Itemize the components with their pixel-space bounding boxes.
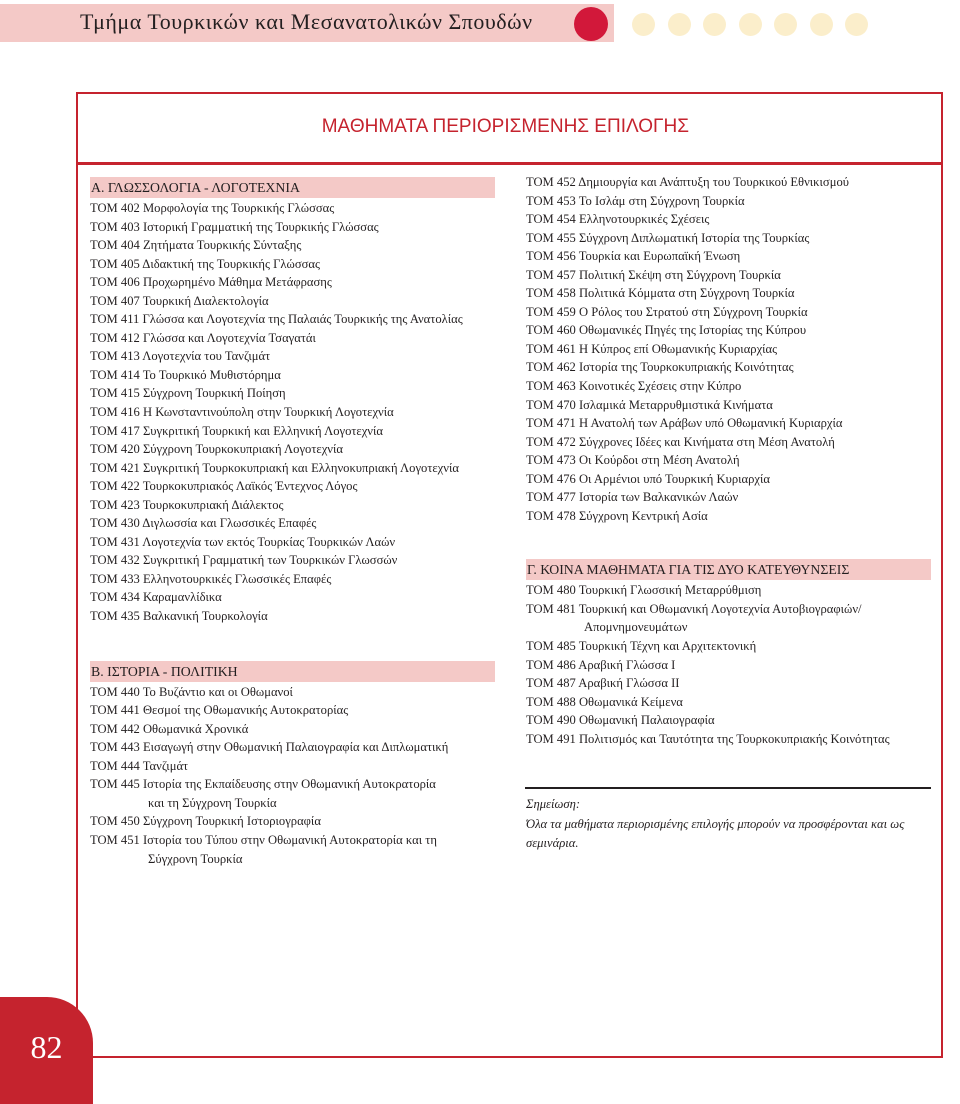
course-item: ΤΟΜ 445 Ιστορία της Εκπαίδευσης στην Οθωμανική Αυτοκρατορία xyxy=(90,777,436,792)
course-item: ΤΟΜ 414 Το Τουρκικό Μυθιστόρημα xyxy=(90,367,281,382)
course-item: ΤΟΜ 404 Ζητήματα Τουρκικής Σύνταξης xyxy=(90,238,302,253)
left-column xyxy=(90,177,495,868)
header-dot xyxy=(574,7,608,41)
course-item: ΤΟΜ 470 Ισλαμικά Μεταρρυθμιστικά Κινήματα xyxy=(526,397,773,412)
course-item: ΤΟΜ 420 Σύγχρονη Τουρκοκυπριακή Λογοτεχνία xyxy=(90,442,343,457)
section-c-heading: Γ. ΚΟΙΝΑ ΜΑΘΗΜΑΤΑ ΓΙΑ ΤΙΣ ΔΥΟ ΚΑΤΕΥΘΥΝΣΕΙΣ xyxy=(526,559,931,580)
course-item: ΤΟΜ 440 Το Βυζάντιο και οι Οθωμανοί xyxy=(90,684,293,699)
course-item: ΤΟΜ 458 Πολιτικά Κόμματα στη Σύγχρονη Τουρκία xyxy=(526,286,795,301)
course-item: ΤΟΜ 455 Σύγχρονη Διπλωματική Ιστορία της Τουρκίας xyxy=(526,230,810,245)
course-item: ΤΟΜ 432 Συγκριτική Γραμματική των Τουρκικών Γλωσσών xyxy=(90,553,398,568)
course-item: ΤΟΜ 471 Η Ανατολή των Αράβων υπό Οθωμανική Κυριαρχία xyxy=(526,416,843,431)
course-item: ΤΟΜ 412 Γλώσσα και Λογοτεχνία Τσαγατάι xyxy=(90,330,316,345)
right-column xyxy=(526,173,931,748)
course-item: ΤΟΜ 488 Οθωμανικά Κείμενα xyxy=(526,694,683,709)
course-item: ΤΟΜ 487 Αραβική Γλώσσα ΙΙ xyxy=(526,676,680,691)
note-divider xyxy=(525,787,931,789)
course-item: ΤΟΜ 476 Οι Αρμένιοι υπό Τουρκική Κυριαρχία xyxy=(526,471,770,486)
course-item: ΤΟΜ 416 Η Κωνσταντινούπολη στην Τουρκική Λογοτεχνία xyxy=(90,405,394,420)
note-text-line: σεμινάρια. xyxy=(526,836,579,850)
course-item: ΤΟΜ 461 Η Κύπρος επί Οθωμανικής Κυριαρχίας xyxy=(526,341,778,356)
course-item: ΤΟΜ 490 Οθωμανική Παλαιογραφία xyxy=(526,713,715,728)
course-item-continuation: Απομνημονευμάτων xyxy=(584,620,688,635)
decor-dot xyxy=(774,13,797,36)
course-item: ΤΟΜ 486 Αραβική Γλώσσα Ι xyxy=(526,657,676,672)
course-item: ΤΟΜ 433 Ελληνοτουρκικές Γλωσσικές Επαφές xyxy=(90,571,332,586)
course-item: ΤΟΜ 457 Πολιτική Σκέψη στη Σύγχρονη Τουρκία xyxy=(526,267,781,282)
main-title: ΜΑΘΗΜΑΤΑ ΠΕΡΙΟΡΙΣΜΕΝΗΣ ΕΠΙΛΟΓΗΣ xyxy=(321,116,689,137)
course-item: ΤΟΜ 481 Τουρκική και Οθωμανική Λογοτεχνία Αυτοβιογραφιών/ xyxy=(526,601,862,616)
decor-dot xyxy=(668,13,691,36)
course-item: ΤΟΜ 453 Το Ισλάμ στη Σύγχρονη Τουρκία xyxy=(526,193,745,208)
course-item: ΤΟΜ 422 Τουρκοκυπριακός Λαϊκός Έντεχνος Λόγος xyxy=(90,479,358,494)
course-item: ΤΟΜ 406 Προχωρημένο Μάθημα Μετάφρασης xyxy=(90,275,332,290)
course-item: ΤΟΜ 463 Κοινοτικές Σχέσεις στην Κύπρο xyxy=(526,379,742,394)
course-item: ΤΟΜ 462 Ιστορία της Τουρκοκυπριακής Κοινότητας xyxy=(526,360,794,375)
note-text-line: Όλα τα μαθήματα περιορισμένης επιλογής μπορούν να προσφέρονται και ως xyxy=(526,817,905,831)
course-item: ΤΟΜ 402 Μορφολογία της Τουρκικής Γλώσσας xyxy=(90,201,335,215)
section-a-list xyxy=(90,199,495,626)
course-item-continuation: και τη Σύγχρονη Τουρκία xyxy=(148,795,277,810)
section-b-list xyxy=(90,683,495,868)
course-item: ΤΟΜ 415 Σύγχρονη Τουρκική Ποίηση xyxy=(90,386,286,401)
course-item: ΤΟΜ 478 Σύγχρονη Κεντρική Ασία xyxy=(526,508,708,523)
course-item: ΤΟΜ 435 Βαλκανική Τουρκολογία xyxy=(90,609,268,624)
course-item: ΤΟΜ 451 Ιστορία του Τύπου στην Οθωμανική Αυτοκρατορία και τη xyxy=(90,832,437,847)
course-item: ΤΟΜ 491 Πολιτισμός και Ταυτότητα της Τουρκοκυπριακής Κοινότητας xyxy=(526,731,890,746)
course-item: ΤΟΜ 473 Οι Κούρδοι στη Μέση Ανατολή xyxy=(526,453,740,468)
course-item: ΤΟΜ 417 Συγκριτική Τουρκική και Ελληνική Λογοτεχνία xyxy=(90,423,383,438)
course-item: ΤΟΜ 485 Τουρκική Τέχνη και Αρχιτεκτονική xyxy=(526,639,757,654)
course-item: ΤΟΜ 421 Συγκριτική Τουρκοκυπριακή και Ελληνοκυπριακή Λογοτεχνία xyxy=(90,460,459,475)
course-item: ΤΟΜ 480 Τουρκική Γλωσσική Μεταρρύθμιση xyxy=(526,583,762,598)
decor-dot xyxy=(703,13,726,36)
course-item: ΤΟΜ 450 Σύγχρονη Τουρκική Ιστοριογραφία xyxy=(90,814,321,829)
course-item: ΤΟΜ 407 Τουρκική Διαλεκτολογία xyxy=(90,293,269,308)
course-item: ΤΟΜ 443 Εισαγωγή στην Οθωμανική Παλαιογραφία και Διπλωματική xyxy=(90,740,449,755)
note-block xyxy=(526,795,904,853)
decor-dot xyxy=(810,13,833,36)
course-item: ΤΟΜ 454 Ελληνοτουρκικές Σχέσεις xyxy=(526,212,710,227)
course-item: ΤΟΜ 431 Λογοτεχνία των εκτός Τουρκίας Τουρκικών Λαών xyxy=(90,534,396,549)
section-b-continued-list xyxy=(526,173,931,525)
course-item-continuation: Σύγχρονη Τουρκία xyxy=(148,851,243,866)
course-item: ΤΟΜ 411 Γλώσσα και Λογοτεχνία της Παλαιάς Τουρκικής της Ανατολίας xyxy=(90,312,463,327)
page-header-title: Τμήμα Τουρκικών και Μεσανατολικών Σπουδών xyxy=(80,9,533,34)
course-item: ΤΟΜ 442 Οθωμανικά Χρονικά xyxy=(90,721,249,736)
course-item: ΤΟΜ 477 Ιστορία των Βαλκανικών Λαών xyxy=(526,490,739,505)
decor-dot xyxy=(739,13,762,36)
course-item: ΤΟΜ 403 Ιστορική Γραμματική της Τουρκικής Γλώσσας xyxy=(90,219,379,234)
decor-dot xyxy=(845,13,868,36)
course-item: ΤΟΜ 472 Σύγχρονες Ιδέες και Κινήματα στη Μέση Ανατολή xyxy=(526,434,835,449)
course-item: ΤΟΜ 430 Διγλωσσία και Γλωσσικές Επαφές xyxy=(90,516,317,531)
frame-divider xyxy=(76,162,943,165)
section-c-list xyxy=(526,581,931,748)
section-a-heading: Α. ΓΛΩΣΣΟΛΟΓΙΑ - ΛΟΓΟΤΕΧΝΙΑ xyxy=(90,177,495,198)
course-item: ΤΟΜ 441 Θεσμοί της Οθωμανικής Αυτοκρατορίας xyxy=(90,703,349,718)
section-b-heading: Β. ΙΣΤΟΡΙΑ - ΠΟΛΙΤΙΚΗ xyxy=(90,661,495,682)
course-item: ΤΟΜ 460 Οθωμανικές Πηγές της Ιστορίας της Κύπρου xyxy=(526,323,807,338)
course-item: ΤΟΜ 456 Τουρκία και Ευρωπαϊκή Ένωση xyxy=(526,249,741,264)
course-item: ΤΟΜ 459 Ο Ρόλος του Στρατού στη Σύγχρονη Τουρκία xyxy=(526,304,808,319)
note-label: Σημείωση: xyxy=(526,797,581,811)
course-item: ΤΟΜ 452 Δημιουργία και Ανάπτυξη του Τουρκικού Εθνικισμού xyxy=(526,175,849,189)
course-item: ΤΟΜ 405 Διδακτική της Τουρκικής Γλώσσας xyxy=(90,256,320,271)
decor-dot xyxy=(632,13,655,36)
page-number: 82 xyxy=(30,1029,63,1065)
course-item: ΤΟΜ 413 Λογοτεχνία του Τανζιμάτ xyxy=(90,349,271,364)
course-item: ΤΟΜ 423 Τουρκοκυπριακή Διάλεκτος xyxy=(90,497,284,512)
course-item: ΤΟΜ 434 Καραμανλίδικα xyxy=(90,590,222,605)
course-item: ΤΟΜ 444 Τανζιμάτ xyxy=(90,758,189,773)
